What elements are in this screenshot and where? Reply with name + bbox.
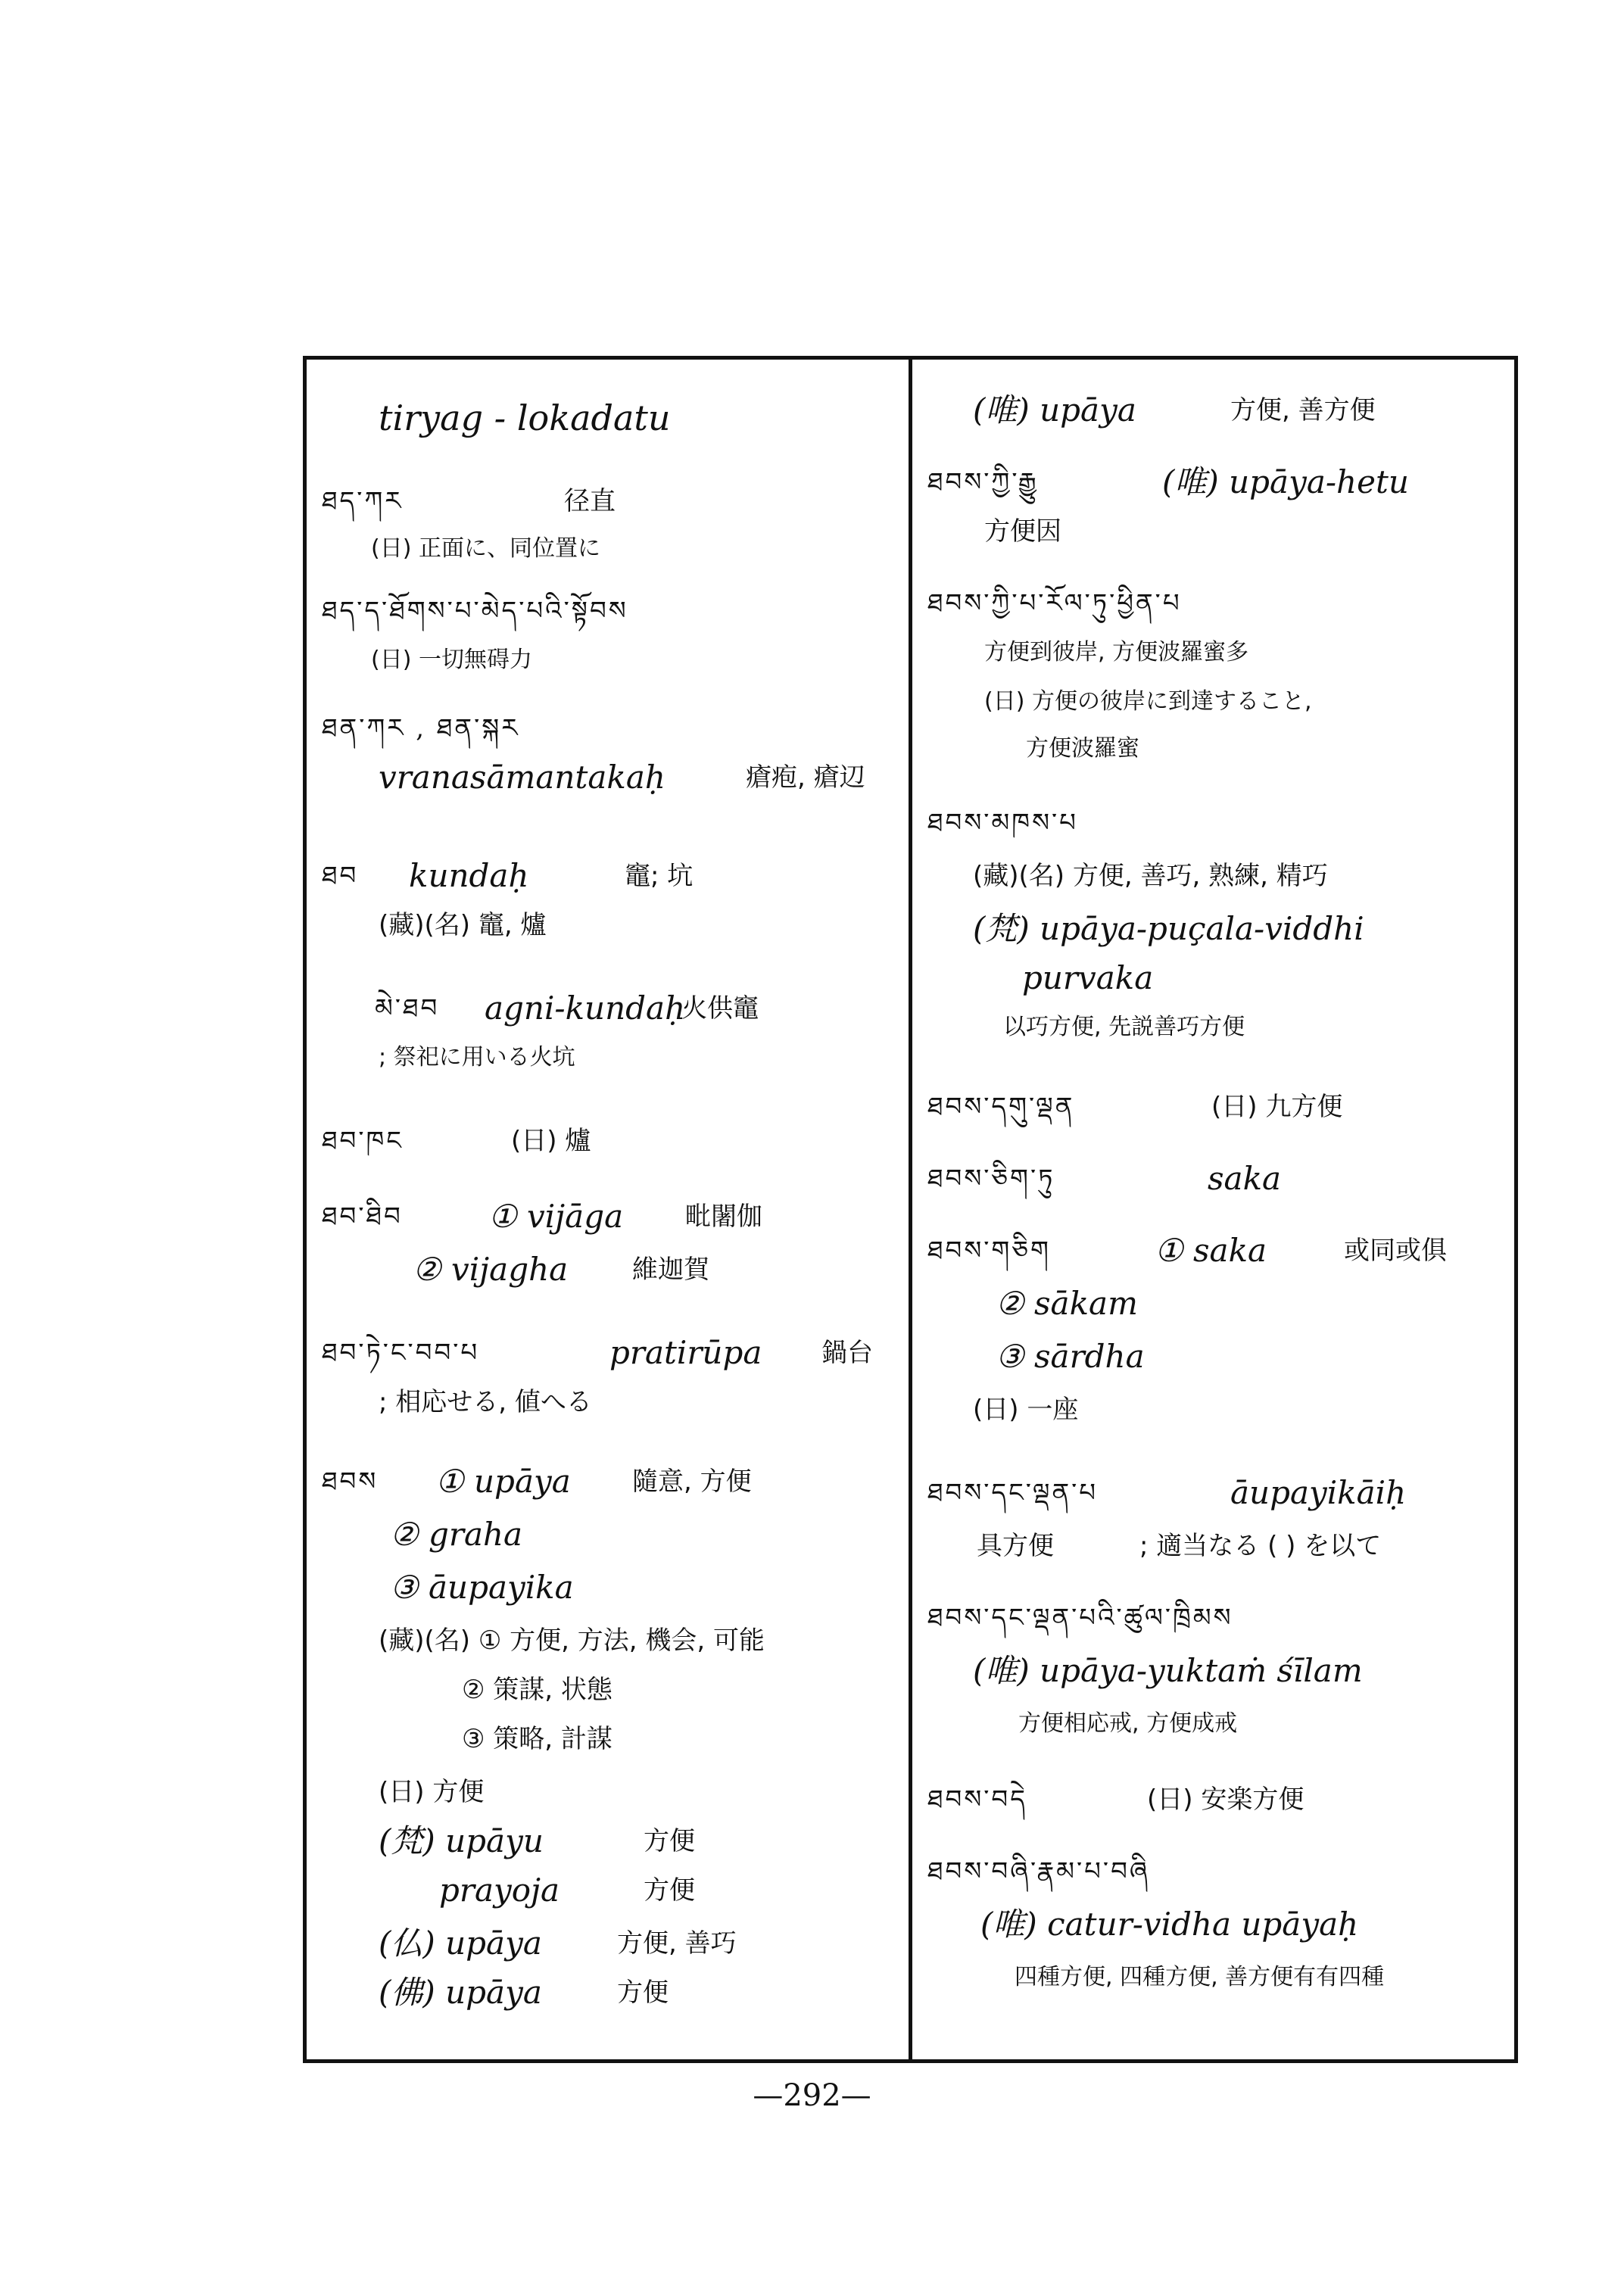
definition: (日) 一座: [973, 1395, 1079, 1425]
definition: (日) 一切無碍力: [371, 647, 532, 673]
translation: 維迦賀: [632, 1255, 709, 1285]
tibetan-headword: ཐབ་ཏེ་ང་བབ་པ: [322, 1338, 480, 1368]
translation: 方便, 善巧: [617, 1928, 737, 1959]
translation: 方便: [617, 1978, 669, 2008]
tibetan-headword: ཐབས་དགུ་ལྡན: [927, 1092, 1075, 1122]
sanskrit-term: ② sākam: [996, 1285, 1138, 1322]
sanskrit-term: (唯) upāya-hetu: [1162, 463, 1409, 500]
translation: 隨意, 方便: [632, 1466, 752, 1497]
translation: 四種方便, 四種方便, 善方便有有四種: [1015, 1964, 1385, 1990]
sanskrit-term: (唯) upāya: [973, 391, 1136, 429]
definition: (日) 方便の彼岸に到達すること,: [984, 688, 1312, 715]
definition: (藏)(名) ① 方便, 方法, 機会, 可能: [379, 1625, 765, 1656]
sanskrit-term: agni-kundaḥ: [485, 990, 686, 1027]
definition: (藏)(名) 竈, 爐: [379, 910, 547, 940]
tibetan-headword: ཐབ: [322, 861, 359, 891]
definition: ; 適当なる ( ) を以て: [1139, 1531, 1382, 1561]
definition: (日) 九方便: [1211, 1092, 1343, 1122]
translation: 以巧方便, 先説善巧方便: [1003, 1014, 1245, 1040]
tibetan-headword: ཐབས་ཀྱི་རྒྱུ: [927, 467, 1039, 497]
definition: 方便波羅蜜: [1026, 735, 1139, 762]
tibetan-headword: ཐབས་བཞི་རྣམ་པ་བཞི: [927, 1856, 1150, 1887]
tibetan-headword: ཐབས་དང་ལྡན་པའི་ཚུལ་ཁྲིམས: [927, 1603, 1233, 1633]
tibetan-headword: ཐབས་ཅིག་ཏུ: [927, 1164, 1055, 1194]
translation: 火供竈: [681, 993, 759, 1024]
definition: ; 相応せる, 値へる: [379, 1387, 592, 1417]
tibetan-headword: ཐབ་ཁང: [322, 1126, 404, 1156]
definition: (藏)(名) 方便, 善巧, 熟練, 精巧: [973, 861, 1328, 891]
translation: 方便, 善方便: [1230, 395, 1376, 425]
sanskrit-term: (梵) upāyu: [379, 1822, 544, 1859]
definition: (日) 正面に、同位置に: [371, 535, 600, 562]
sanskrit-term: (唯) catur-vidha upāyaḥ: [980, 1906, 1359, 1943]
sanskrit-term: purvaka: [1022, 959, 1154, 996]
dictionary-frame: [303, 356, 1518, 2063]
right-column: [912, 360, 1514, 2059]
left-column: [307, 360, 909, 2059]
tibetan-headword: ཐད་ཀར: [322, 486, 404, 516]
translation: 方便到彼岸, 方便波羅蜜多: [984, 639, 1249, 665]
tibetan-headword: ཐན་ཀར , ཐན་སྐར: [322, 713, 520, 743]
translation: 瘡疱, 瘡辺: [746, 762, 865, 793]
tibetan-headword: ཐབས་མཁས་པ: [927, 808, 1078, 838]
sanskrit-term: (佛) upāya: [379, 1974, 542, 2011]
sanskrit-term: ③ āupayika: [390, 1569, 574, 1606]
definition: ③ 策略, 計謀: [462, 1724, 613, 1754]
translation: 方便: [644, 1875, 695, 1906]
definition: ② 策謀, 状態: [462, 1675, 613, 1705]
translation: 方便: [644, 1826, 695, 1856]
sanskrit-term: ③ sārdha: [996, 1338, 1145, 1375]
translation: 方便相応戒, 方便成戒: [1018, 1710, 1238, 1737]
page-number: —292—: [753, 2078, 871, 2113]
translation: 方便因: [984, 516, 1061, 547]
sanskrit-term: ② vijagha: [413, 1251, 569, 1288]
sanskrit-term: vranasāmantakaḥ: [379, 759, 665, 796]
sanskrit-term: (唯) upāya-yuktaṁ śīlam: [973, 1652, 1363, 1689]
translation: 毗闍伽: [685, 1202, 762, 1232]
definition: (日) 方便: [379, 1777, 485, 1807]
tibetan-headword: ཐད་ད་ཐོགས་པ་མེད་པའི་སྟོབས: [322, 596, 628, 626]
sanskrit-term: ② graha: [390, 1516, 523, 1553]
sanskrit-term: ① vijāga: [488, 1198, 624, 1235]
tibetan-headword: ཐབས་དང་ལྡན་པ: [927, 1478, 1099, 1508]
translation: 具方便: [977, 1531, 1054, 1561]
sanskrit-term: pratirūpa: [609, 1334, 762, 1371]
translation: 竈; 坑: [625, 861, 694, 891]
tibetan-headword: ཐབས་བདེ: [927, 1784, 1027, 1815]
tibetan-headword: ཐབས་ཀྱི་པ་རོལ་ཏུ་ཕྱིན་པ: [927, 588, 1182, 619]
translation: (日) 爐: [511, 1126, 591, 1156]
sanskrit-term: ① upāya: [435, 1463, 571, 1500]
sanskrit-term: (仏) upāya: [379, 1925, 542, 1962]
entry-heading: tiryag - lokadatu: [379, 397, 671, 438]
sanskrit-term: saka: [1208, 1160, 1282, 1197]
translation: 或同或俱: [1344, 1236, 1447, 1266]
tibetan-headword: ཐབས: [322, 1466, 379, 1497]
tibetan-headword: མེ་ཐབ: [375, 993, 440, 1024]
sanskrit-term: prayoja: [439, 1872, 560, 1909]
translation: 鍋台: [821, 1338, 873, 1368]
sanskrit-term: ① saka: [1155, 1232, 1267, 1269]
tibetan-headword: ཐབ་ཐིབ: [322, 1202, 403, 1232]
definition: (日) 安楽方便: [1147, 1784, 1304, 1815]
tibetan-headword: ཐབས་གཅིག: [927, 1236, 1051, 1266]
definition: ; 祭祀に用いる火坑: [379, 1044, 575, 1071]
sanskrit-term: kundaḥ: [409, 857, 529, 894]
sanskrit-term: āupayikāiḥ: [1230, 1474, 1407, 1511]
sanskrit-term: (梵) upāya-puçala-viddhi: [973, 910, 1364, 947]
translation: 径直: [564, 486, 616, 516]
